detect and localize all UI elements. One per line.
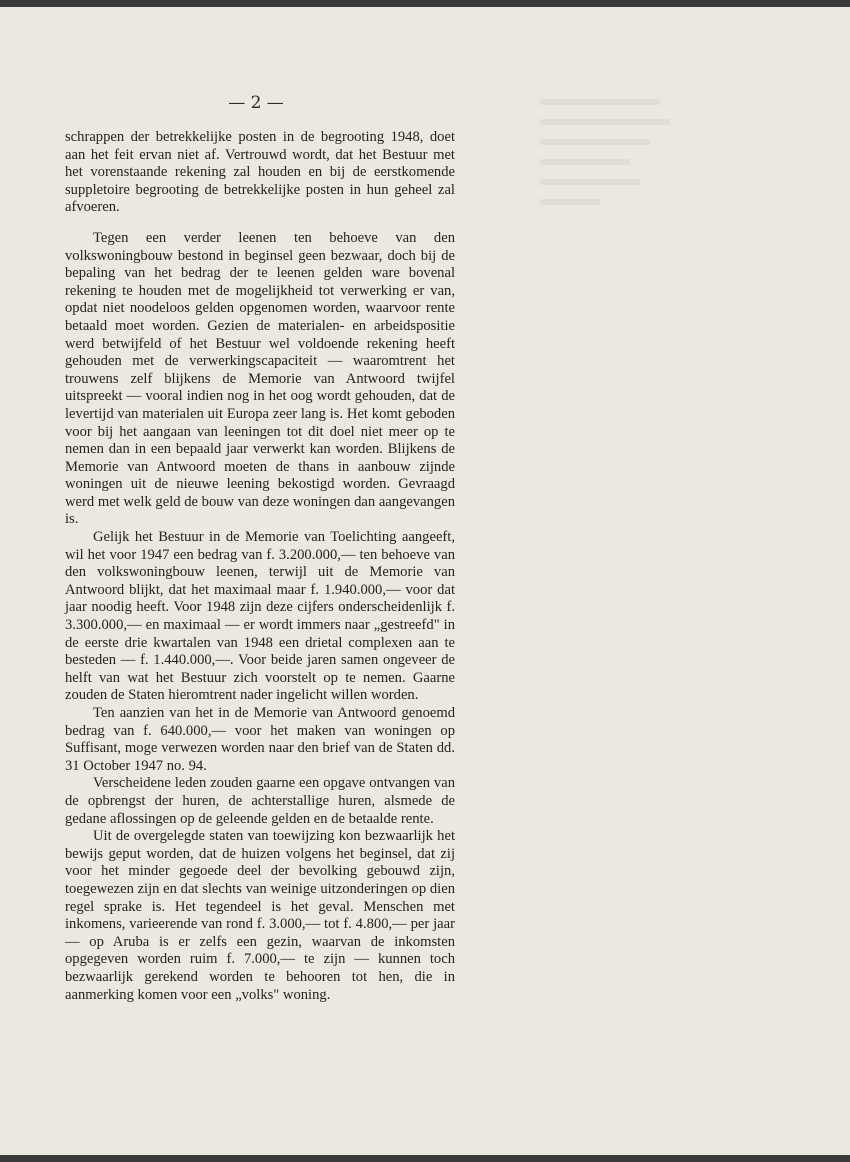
body-text bbox=[65, 129, 455, 1004]
page-number: — 2 — bbox=[228, 93, 284, 113]
paragraph-2: Tegen een verder leenen ten behoeve van den volkswoningbouw bestond in beginsel geen bezwaar, doch bij de bepaling van het bedrag der te leenen gelden ware bovenal rekening te houden met de mogelijkheid tot verwerking er van, opdat niet noodeloos gelden opgenomen worden, waarvoor rente betaald moet worden. Gezien de materialen- en arbeidspositie werd betwijfeld of het Bestuur wel voldoende rekening heeft gehouden met de verwerkingscapaciteit — waaromtrent het trouwens zelf blijkens de Memorie van Antwoord twijfel uitspreekt — vooral indien nog in het oog wordt gehouden, dat de levertijd van materialen uit Europa zeer lang is. Het komt geboden voor bij het aangaan van leeningen tot dit doel niet meer op te nemen dan in een bepaald jaar verwerkt kan worden. Blijkens de Memorie van Antwoord moeten de thans in aanbouw zijnde woningen uit de nieuwe leening bekostigd worden. Gevraagd werd met welk geld de bouw van deze woningen dan aangevangen is. bbox=[65, 229, 455, 528]
document-page bbox=[0, 7, 850, 1155]
paragraph-5: Verscheidene leden zouden gaarne een opgave ontvangen van de opbrengst der huren, de achterstallige huren, alsmede de gedane aflossingen op de geleende gelden en de betaalde rente. bbox=[65, 775, 455, 827]
bleed-through-text bbox=[540, 99, 680, 249]
paragraph-1: schrappen der betrekkelijke posten in de begrooting 1948, doet aan het feit ervan niet af. Vertrouwd wordt, dat het Bestuur met het vorenstaande rekening zal houden en bij de eerstkomende suppletoire begrooting de betrekkelijke posten in hun geheel zal afvoeren. bbox=[65, 129, 455, 216]
paragraph-4: Ten aanzien van het in de Memorie van Antwoord genoemd bedrag van f. 640.000,— voor het maken van woningen op Suffisant, moge verwezen worden naar den brief van de Staten dd. 31 October 1947 no. 94. bbox=[65, 705, 455, 774]
paragraph-6: Uit de overgelegde staten van toewijzing kon bezwaarlijk het bewijs geput worden, dat de huizen volgens het beginsel, dat zij voor het minder gegoede deel der bevolking gebouwd zijn, toegewezen zijn en dat slechts van weinige uitzonderingen op dien regel sprake is. Het tegendeel is het geval. Menschen met inkomens, varieerende van rond f. 3.000,— tot f. 4.800,— per jaar — op Aruba is er zelfs een gezin, waarvan de inkomsten opgegeven worden ruim f. 7.000,— te zijn — kunnen toch bezwaarlijk gerekend worden te behooren tot hen, die in aanmerking komen voor een „volks" woning. bbox=[65, 828, 455, 1003]
paragraph-3: Gelijk het Bestuur in de Memorie van Toelichting aangeeft, wil het voor 1947 een bedrag van f. 3.200.000,— ten behoeve van den volkswoningbouw leenen, terwijl uit de Memorie van Antwoord blijkt, dat het maximaal maar f. 1.940.000,— voor dat jaar noodig heeft. Voor 1948 zijn deze cijfers onderscheidenlijk f. 3.300.000,— en maximaal — er wordt immers naar „gestreefd" in de eerste drie kwartalen van 1948 een drietal complexen aan te besteden — f. 1.440.000,—. Voor beide jaren samen ongeveer de helft van wat het Bestuur zich voorstelt op te nemen. Gaarne zouden de Staten hieromtrent nader ingelicht willen worden. bbox=[65, 529, 455, 704]
